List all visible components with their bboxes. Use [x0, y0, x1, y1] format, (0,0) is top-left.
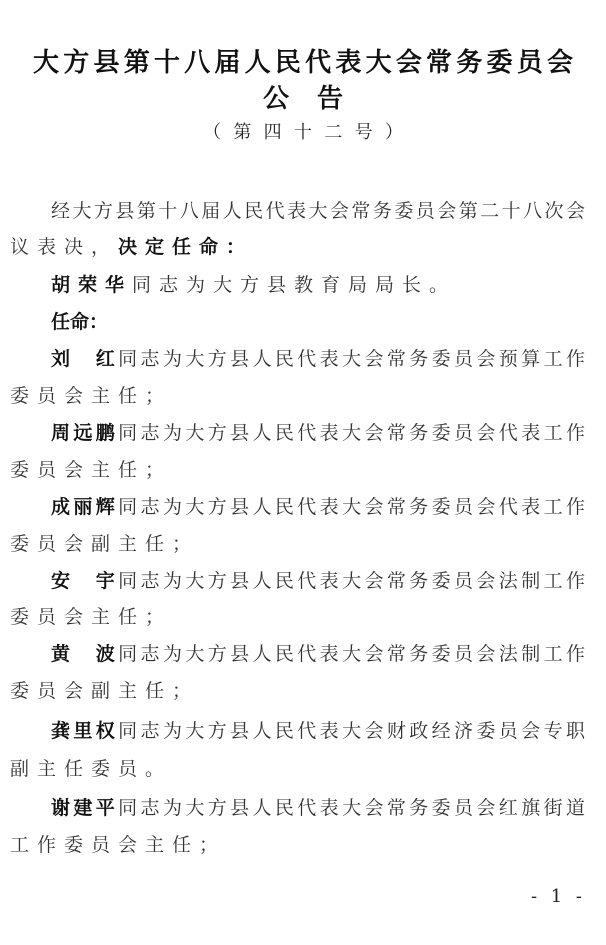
appointment-line [51, 344, 585, 371]
intro-line-1: 经大方县第十八届人民代表大会常务委员会第二十八次会 [51, 200, 585, 222]
page-number: - 1 - [530, 886, 586, 907]
appointment-text: 同志为大方县人民代表大会常务委员会红旗街道 [118, 797, 585, 819]
appointment-text: 同志为大方县教育局局长。 [132, 274, 457, 296]
appointment-line [51, 639, 585, 666]
appointment-text: 同志为大方县人民代表大会常务委员会代表工作 [118, 422, 585, 444]
appointment-line-cont: 委员会主任； [10, 606, 173, 628]
appointment-line-cont: 工作委员会主任； [10, 834, 227, 856]
appointment-line-cont: 委员会副主任； [10, 680, 200, 702]
appointment-line [51, 492, 585, 519]
appointment-line [51, 793, 585, 820]
appointment-line-cont: 委员会副主任； [10, 533, 200, 555]
appointment-line [51, 716, 585, 743]
appointment-line [51, 418, 585, 445]
document-title: 大方县第十八届人民代表大会常务委员会 [33, 48, 573, 78]
appointee-name: 黄 波 [51, 643, 119, 665]
appointee-name: 安 宇 [51, 570, 119, 592]
document-number: （第四十二号） [203, 122, 403, 143]
appointee-name: 刘 红 [51, 348, 119, 370]
section-label: 任命： [51, 311, 109, 333]
appointee-name: 谢建平 [51, 797, 119, 819]
appointee-name: 成丽辉 [51, 496, 119, 518]
appointment-text: 同志为大方县人民代表大会财政经济委员会专职 [118, 720, 585, 742]
appointment-line-cont: 委员会主任； [10, 385, 173, 407]
appointment-line-cont: 委员会主任； [10, 459, 173, 481]
appointment-director [51, 270, 456, 297]
intro-bold: 决定任命： [118, 236, 254, 258]
appointment-text: 同志为大方县人民代表大会常务委员会法制工作 [118, 570, 585, 592]
intro-line-2 [10, 232, 253, 259]
intro-plain: 议表决， [10, 236, 119, 258]
document-subtitle: 公告 [263, 84, 343, 114]
appointment-line [51, 566, 585, 593]
appointee-name: 胡荣华 [51, 274, 133, 296]
appointee-name: 龚里权 [51, 720, 119, 742]
appointee-name: 周远鹏 [51, 422, 119, 444]
appointment-line-cont: 副主任委员。 [10, 758, 173, 780]
appointment-text: 同志为大方县人民代表大会常务委员会预算工作 [118, 348, 585, 370]
appointment-text: 同志为大方县人民代表大会常务委员会法制工作 [118, 643, 585, 665]
appointment-text: 同志为大方县人民代表大会常务委员会代表工作 [118, 496, 585, 518]
